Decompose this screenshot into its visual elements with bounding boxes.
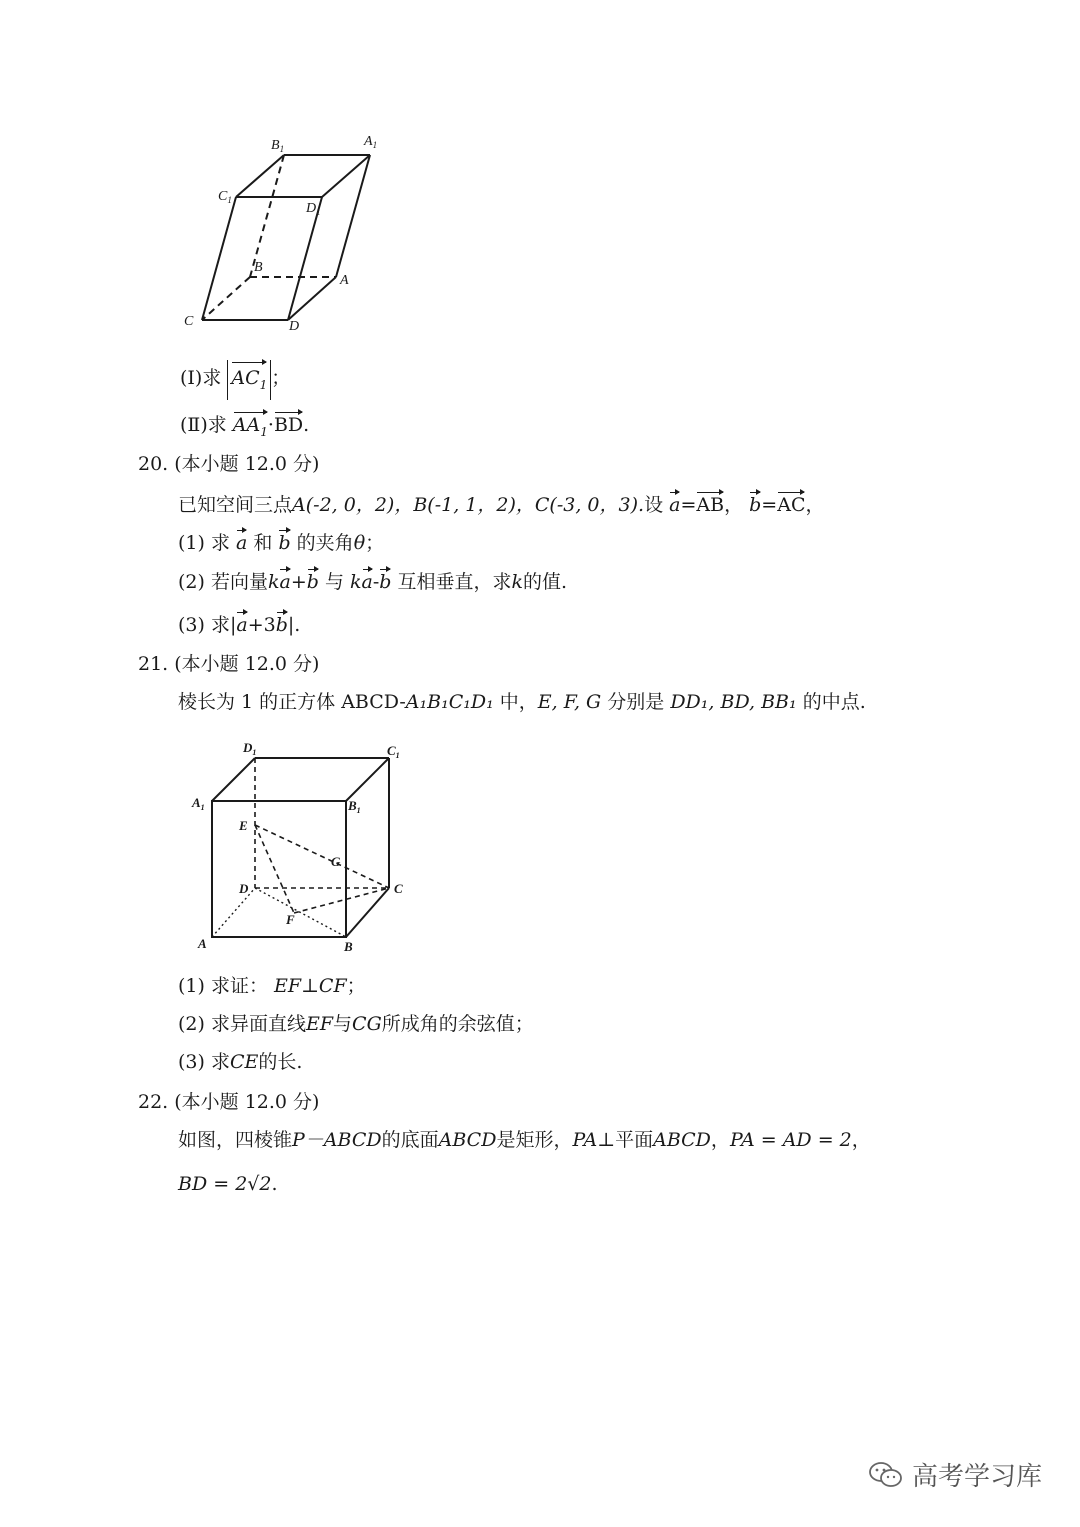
q22-stem-line1: 如图，四棱锥P－ABCD的底面ABCD是矩形，PA⊥平面ABCD，PA = AD = 2， — [178, 1129, 871, 1151]
watermark — [868, 1456, 1042, 1493]
label-B: B — [344, 939, 353, 954]
vector-ac1: $AC_1$ — [231, 360, 267, 400]
figure-parallelepiped — [170, 125, 400, 340]
label-D: D — [289, 319, 300, 334]
label-B: B — [254, 260, 263, 275]
q22-header: 22. (本小题 12.0 分) — [138, 1091, 320, 1113]
label-A: A — [340, 273, 349, 288]
q22-stem-line2: BD = 2√2. — [178, 1173, 278, 1195]
q21-part3: (3) 求CE的长. — [178, 1051, 303, 1073]
q21-part1: (1) 求证： EF⊥CF； — [178, 975, 366, 997]
q21-header: 21. (本小题 12.0 分) — [138, 653, 320, 675]
q20-stem: 已知空间三点A(-2, 0，2)，B(-1, 1，2)，C(-3, 0，3).设 a=AB， b=AC， — [178, 490, 825, 517]
label-D1: $D_1$ — [306, 201, 321, 217]
q19-part1: (Ⅰ)求 $AC_1$ ； — [180, 360, 290, 400]
label-D1: $D_1$ — [243, 740, 257, 757]
label-B1: $B_1$ — [271, 138, 285, 154]
watermark-text: 高考学习库 — [912, 1462, 1043, 1492]
label-C1: $C_1$ — [387, 743, 400, 760]
figure-cube — [185, 738, 420, 960]
label-D: D — [239, 881, 249, 896]
vector-aa1: $AA_1$ — [233, 410, 268, 444]
label-A1: $A_1$ — [192, 795, 205, 812]
wechat-icon — [868, 1460, 904, 1490]
vector-bd: BD — [274, 410, 303, 437]
label-C: C — [184, 314, 194, 329]
q20-header: 20. (本小题 12.0 分) — [138, 453, 320, 475]
label-F: F — [286, 912, 295, 927]
label-A1: $A_1$ — [364, 134, 378, 150]
label-C: C — [394, 881, 403, 896]
q20-part2: (2) 若向量ka+b 与 ka-b 互相垂直，求k的值. — [178, 567, 567, 594]
label-A: A — [198, 936, 207, 951]
label-E: E — [239, 818, 248, 833]
q20-part3: (3) 求|a+3b|. — [178, 610, 300, 637]
q19-part2: (Ⅱ)求 $AA_1\cdot BD$. — [180, 410, 309, 444]
label-G: G — [331, 854, 341, 869]
label-C1: $C_1$ — [218, 189, 232, 205]
q21-stem: 棱长为 1 的正方体 ABCD-A₁B₁C₁D₁ 中，E, F, G 分别是 DD₁, BD, BB₁ 的中点. — [178, 691, 866, 713]
q21-part2: (2) 求异面直线EF与CG所成角的余弦值； — [178, 1013, 534, 1035]
label-B1: $B_1$ — [348, 798, 361, 815]
q20-part1: (1) 求 a 和 b 的夹角θ； — [178, 528, 384, 555]
